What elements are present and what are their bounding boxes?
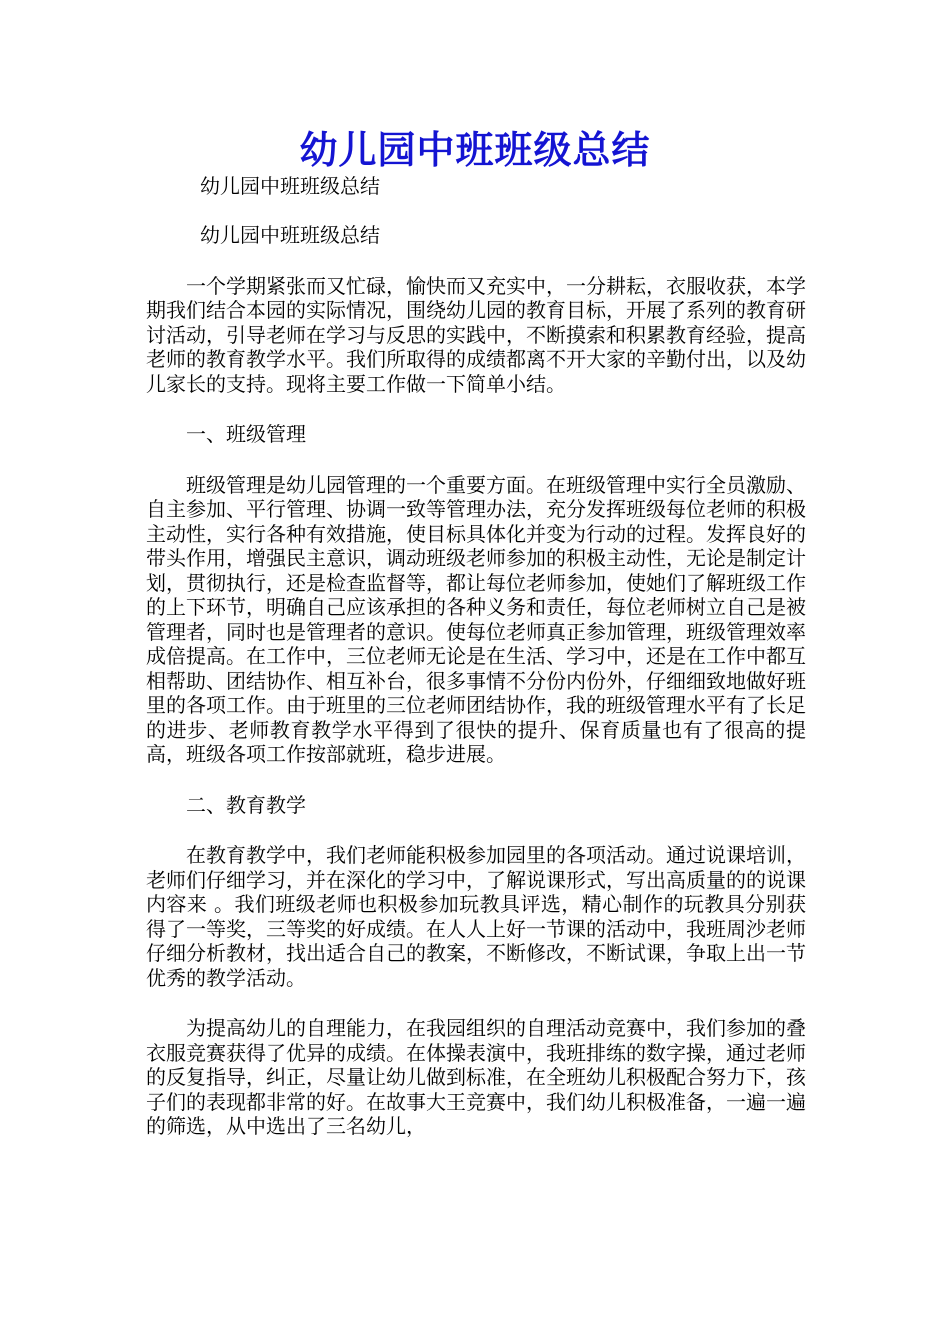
document-subtitle: 幼儿园中班班级总结	[200, 174, 380, 198]
spacer	[146, 199, 806, 224]
spacer	[146, 767, 806, 793]
spacer	[146, 396, 806, 422]
document-body	[146, 174, 806, 1139]
education-teaching-paragraph-2: 为提高幼儿的自理能力，在我园组织的自理活动竞赛中，我们参加的叠衣服竞赛获得了优异的成绩。在体操表演中，我班排练的数字操，通过老师的反复指导，纠正，尽量让幼儿做到标准，在全班幼儿积极配合努力下，孩子们的表现都非常的好。在故事大王竞赛中，我们幼儿积极准备，一遍一遍的筛选，从中选出了三名幼儿，	[146, 1016, 806, 1138]
education-teaching-paragraph-1: 在教育教学中，我们老师能积极参加园里的各项活动。通过说课培训，老师们仔细学习，并在深化的学习中，了解说课形式，写出高质量的的说课内容来 。我们班级老师也积极参加玩教具评选，精心制作的玩教具分别获得了一等奖，三等奖的好成绩。在人人上好一节课的活动中，我班周沙老师仔细分析教材，找出适合自己的教案，不断修改，不断试课，争取上出一节优秀的教学活动。	[146, 843, 806, 990]
spacer	[146, 817, 806, 843]
section-heading-class-management: 一、班级管理	[186, 422, 306, 446]
document-subtitle-repeat: 幼儿园中班班级总结	[200, 223, 380, 247]
document-title: 幼儿园中班班级总结	[299, 128, 651, 172]
section-heading-education-teaching: 二、教育教学	[186, 792, 306, 817]
spacer	[146, 990, 806, 1016]
intro-paragraph: 一个学期紧张而又忙碌，愉快而又充实中，一分耕耘，衣服收获，本学期我们结合本园的实际情况，围绕幼儿园的教育目标，开展了系列的教育研讨活动，引导老师在学习与反思的实践中，不断摸索和积累教育经验，提高老师的教育教学水平。我们所取得的成绩都离不开大家的辛勤付出，以及幼儿家长的支持。现将主要工作做一下简单小结。	[146, 273, 806, 396]
spacer	[146, 447, 806, 473]
class-management-paragraph: 班级管理是幼儿园管理的一个重要方面。在班级管理中实行全员激励、自主参加、平行管理、协调一致等管理办法，充分发挥班级每位老师的积极主动性，实行各种有效措施，使目标具体化并变为行动的过程。发挥良好的带头作用，增强民主意识，调动班级老师参加的积极主动性，无论是制定计划，贯彻执行，还是检查监督等，都让每位老师参加，使她们了解班级工作的上下环节，明确自己应该承担的各种义务和责任，每位老师树立自己是被管理者，同时也是管理者的意识。使每位老师真正参加管理，班级管理效率成倍提高。在工作中，三位老师无论是在生活、学习中，还是在工作中都互相帮助、团结协作、相互补台，很多事情不分份内份外，仔细细致地做好班里的各项工作。由于班里的三位老师团结协作，我的班级管理水平有了长足的进步、老师教育教学水平得到了很快的提升、保育质量也有了很高的提高，班级各项工作按部就班，稳步进展。	[146, 472, 806, 766]
spacer	[146, 248, 806, 274]
